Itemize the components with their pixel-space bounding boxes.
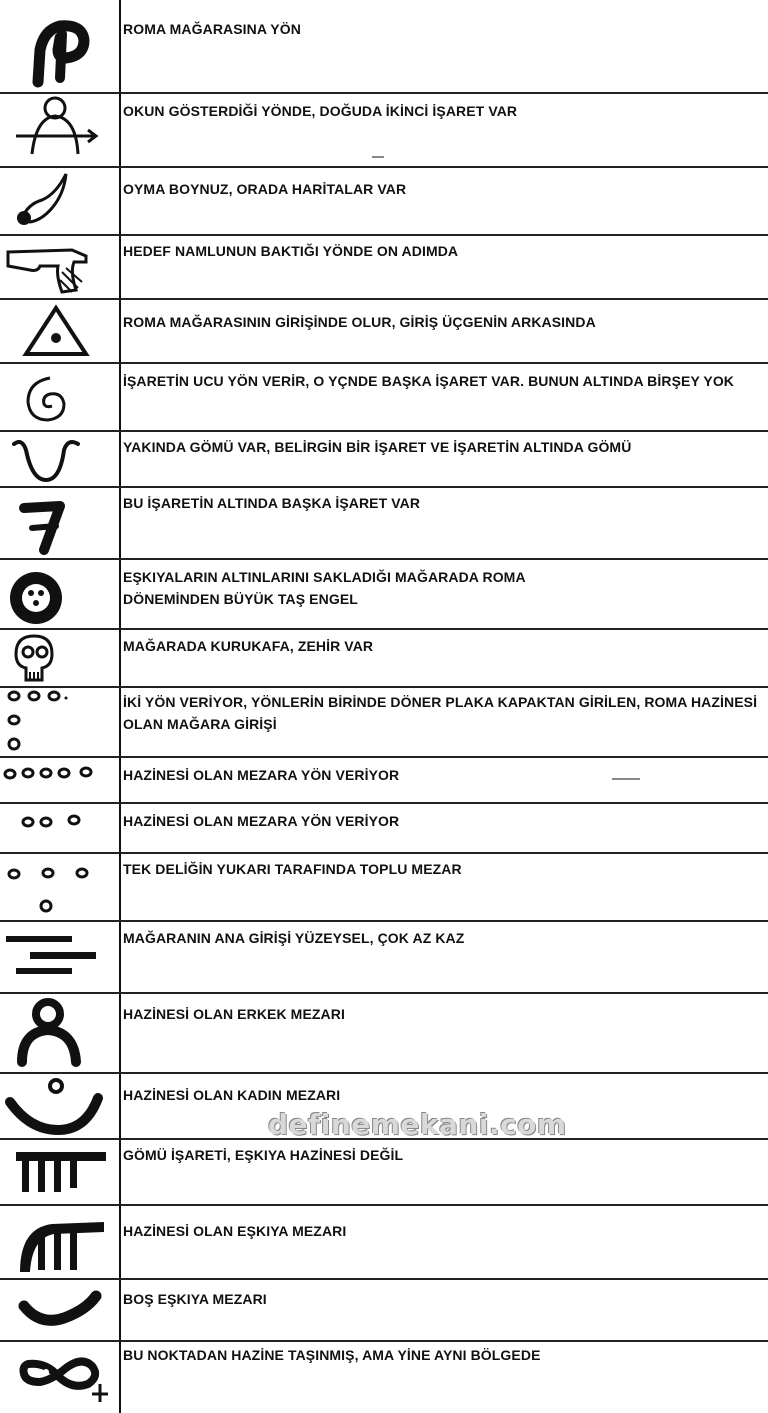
three-dots-symbol: [0, 804, 118, 852]
symbol-meaning-text: İŞARETİN UCU YÖN VERİR, O YÇNDE BAŞKA İŞARET VAR. BUNUN ALTINDA BİRŞEY YOK: [123, 373, 735, 389]
symbol-meaning-text: YAKINDA GÖMÜ VAR, BELİRGİN BİR İŞARET VE İŞARETİN ALTINDA GÖMÜ: [123, 439, 632, 455]
seven-symbol: [0, 488, 118, 558]
five-dots-symbol: [0, 758, 118, 802]
skull-symbol: [0, 630, 118, 686]
symbol-meaning-text: BU İŞARETİN ALTINDA BAŞKA İŞARET VAR: [123, 495, 421, 511]
u-curve-symbol: [0, 432, 118, 486]
symbol-meaning-text: HAZİNESİ OLAN EŞKIYA MEZARI: [123, 1223, 347, 1239]
symbol-meaning-text: ROMA MAĞARASINA YÖN: [123, 21, 301, 37]
comb-symbol: [0, 1140, 118, 1204]
bars-symbol: [0, 922, 118, 992]
triangle-dot-symbol: [0, 300, 118, 362]
symbol-meaning-text: BU NOKTADAN HAZİNE TAŞINMIŞ, AMA YİNE AYNI BÖLGEDE: [123, 1347, 541, 1363]
female-grave-symbol: [0, 1074, 118, 1138]
stone-disc-symbol: [0, 560, 118, 628]
symbol-meaning-text: EŞKIYALARIN ALTINLARINI SAKLADIĞI MAĞARADA ROMA DÖNEMİNDEN BÜYÜK TAŞ ENGEL: [123, 569, 526, 607]
symbol-meaning-text: HEDEF NAMLUNUN BAKTIĞI YÖNDE ON ADIMDA: [123, 243, 459, 259]
horn-symbol: [0, 168, 118, 234]
comb-arch-symbol: [0, 1206, 118, 1278]
symbol-meaning-text: OYMA BOYNUZ, ORADA HARİTALAR VAR: [123, 181, 407, 197]
symbol-meaning-text: MAĞARADA KURUKAFA, ZEHİR VAR: [123, 638, 374, 654]
symbol-meaning-text: HAZİNESİ OLAN MEZARA YÖN VERİYOR: [123, 767, 400, 783]
four-dots-symbol: [0, 854, 118, 920]
symbol-meaning-text: HAZİNESİ OLAN KADIN MEZARI: [123, 1087, 341, 1103]
symbol-meaning-text: GÖMÜ İŞARETİ, EŞKIYA HAZİNESİ DEĞİL: [123, 1147, 404, 1163]
arrow-arch-symbol: [0, 94, 118, 166]
male-grave-symbol: [0, 994, 118, 1072]
boat-symbol: [0, 1280, 118, 1340]
symbol-meaning-text: ROMA MAĞARASININ GİRİŞİNDE OLUR, GİRİŞ ÜÇGENİN ARKASINDA: [123, 314, 596, 330]
spiral-symbol: [0, 364, 118, 430]
infinity-plus-symbol: [0, 1342, 118, 1413]
dots-l-symbol: [0, 688, 118, 756]
symbol-meaning-text: MAĞARANIN ANA GİRİŞİ YÜZEYSEL, ÇOK AZ KAZ: [123, 930, 465, 946]
symbol-meaning-text: HAZİNESİ OLAN MEZARA YÖN VERİYOR: [123, 813, 400, 829]
symbol-meaning-text: BOŞ EŞKIYA MEZARI: [123, 1291, 267, 1307]
paper-speck: [612, 778, 640, 780]
symbol-meaning-text: İKİ YÖN VERİYOR, YÖNLERİN BİRİNDE DÖNER PLAKA KAPAKTAN GİRİLEN, ROMA HAZİNESİ OLAN MAĞARA GİRİŞİ: [123, 694, 758, 732]
symbol-meaning-text: TEK DELİĞİN YUKARI TARAFINDA TOPLU MEZAR: [123, 861, 462, 877]
paper-speck: [372, 156, 384, 158]
symbol-meaning-text: HAZİNESİ OLAN ERKEK MEZARI: [123, 1006, 345, 1022]
symbol-meaning-text: OKUN GÖSTERDİĞİ YÖNDE, DOĞUDA İKİNCİ İŞARET VAR: [123, 103, 518, 119]
pistol-symbol: [0, 236, 118, 298]
watermark: definemekani.com: [268, 1108, 567, 1141]
hook-p-symbol: [0, 0, 118, 92]
column-divider: [119, 0, 121, 1413]
